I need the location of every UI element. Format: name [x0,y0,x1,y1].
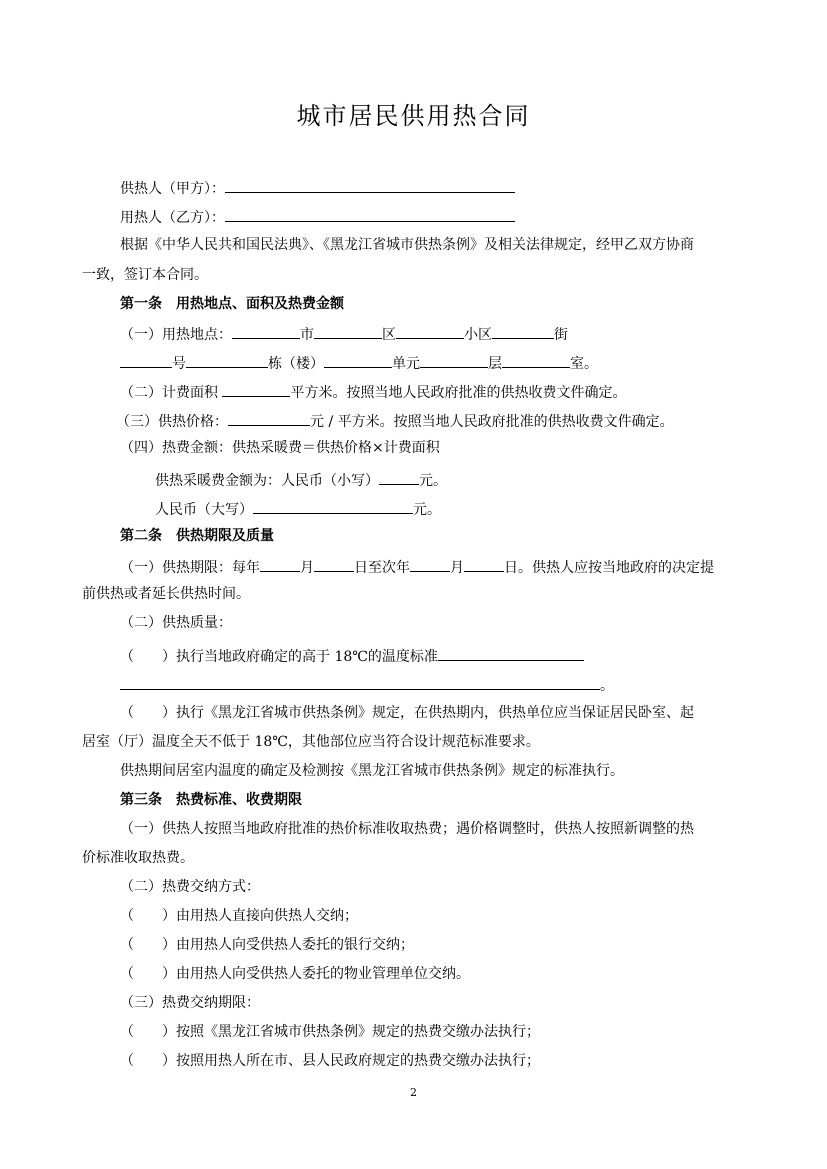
quality-option-1-continued [120,674,614,695]
page-number: 2 [410,1086,417,1099]
floor-blank[interactable] [420,352,488,368]
day-to-next-year: 日至次年 [354,560,410,576]
room-label: 室。 [570,356,598,372]
party-b-blank[interactable] [225,206,515,222]
quality-option-2-line-1: （ ）执行《黑龙江省城市供热条例》规定，在供热期内，供热单位应当保证居民卧室、起 [120,705,694,721]
fee-standard-line-2: 价标准收取热费。 [82,850,194,866]
street-blank[interactable] [492,323,554,339]
area-line [120,381,626,402]
payment-term-label: （三）热费交纳期限： [120,995,260,1011]
article-1-heading: 第一条 用热地点、面积及热费金额 [120,296,344,312]
price-blank[interactable] [228,410,310,426]
quality-option-1 [120,645,584,666]
period-prefix: （一）供热期限：每年 [120,560,260,576]
end-month-blank[interactable] [410,556,450,572]
quality-option-2-line-2: 居室（厅）温度全天不低于 18℃，其他部位应当符合设计规范标准要求。 [82,734,540,750]
month-label-2: 月 [450,560,464,576]
month-label: 月 [300,560,314,576]
party-a-blank[interactable] [225,177,515,193]
building-label: 栋（楼） [268,356,324,372]
area-suffix: 平方米。按照当地人民政府批准的供热收费文件确定。 [290,385,627,401]
community-label: 小区 [464,327,492,343]
payment-option-2: （ ）由用热人向受供热人委托的银行交纳； [120,937,414,953]
fee-small-blank[interactable] [379,469,419,485]
city-label: 市 [300,327,314,343]
location-line-1 [120,323,568,344]
fee-big-line [155,498,441,519]
quality-option-1-end: 。 [600,678,614,694]
start-day-blank[interactable] [314,556,354,572]
room-blank[interactable] [502,352,570,368]
party-b-line [120,206,515,227]
unit-blank[interactable] [324,352,392,368]
period-line-1 [120,556,714,577]
payment-method-label: （二）热费交纳方式： [120,879,260,895]
period-line-2: 前供热或者延长供热时间。 [82,586,250,602]
location-label: （一）用热地点： [120,327,232,343]
fee-small-suffix: 元。 [419,473,447,489]
price-line [116,410,674,431]
fee-small-line [155,469,447,490]
community-blank[interactable] [396,323,464,339]
quality-label: （二）供热质量： [120,615,232,631]
quality-option-1-blank-2[interactable] [120,674,600,690]
fee-big-label: 人民币（大写） [155,502,253,518]
quality-option-1-blank[interactable] [438,645,584,661]
payment-term-option-1: （ ）按照《黑龙江省城市供热条例》规定的热费交缴办法执行； [120,1024,540,1040]
city-blank[interactable] [232,323,300,339]
article-2-heading: 第二条 供热期限及质量 [120,528,274,544]
number-label: 号 [172,356,186,372]
party-a-label: 供热人（甲方）： [120,181,225,197]
payment-term-option-2: （ ）按照用热人所在市、县人民政府规定的热费交缴办法执行； [120,1053,540,1069]
fee-big-suffix: 元。 [413,502,441,518]
period-suffix: 日。供热人应按当地政府的决定提 [504,560,714,576]
payment-option-1: （ ）由用热人直接向供热人交纳； [120,908,358,924]
fee-standard-line-1: （一）供热人按照当地政府批准的热价标准收取热费；遇价格调整时，供热人按照新调整的热 [120,821,694,837]
street-label: 街 [554,327,568,343]
end-day-blank[interactable] [464,556,504,572]
price-suffix: 元 / 平方米。按照当地人民政府批准的供热收费文件确定。 [310,414,674,430]
district-label: 区 [382,327,396,343]
building-blank[interactable] [186,352,268,368]
number-blank[interactable] [120,352,172,368]
start-month-blank[interactable] [260,556,300,572]
intro-line-2: 一致，签订本合同。 [82,267,208,283]
unit-label: 单元 [392,356,420,372]
contract-title: 城市居民供用热合同 [296,102,531,130]
area-blank[interactable] [222,381,290,397]
payment-option-3: （ ）由用热人向受供热人委托的物业管理单位交纳。 [120,966,470,982]
party-b-label: 用热人（乙方）： [120,210,225,226]
article-3-heading: 第三条 热费标准、收费期限 [120,792,302,808]
fee-big-blank[interactable] [253,498,413,514]
temperature-measure: 供热期间居室内温度的确定及检测按《黑龙江省城市供热条例》规定的标准执行。 [120,763,624,779]
district-blank[interactable] [314,323,382,339]
price-label: （三）供热价格： [116,414,228,430]
area-label: （二）计费面积 [120,385,218,401]
quality-option-1-text: （ ）执行当地政府确定的高于 18℃的温度标准 [120,649,438,665]
fee-small-label: 供热采暖费金额为：人民币（小写） [155,473,379,489]
intro-line-1: 根据《中华人民共和国民法典》、《黑龙江省城市供热条例》及相关法律规定，经甲乙双方协商 [120,237,694,253]
fee-formula-line: （四）热费金额：供热采暖费＝供热价格×计费面积 [120,440,440,456]
location-line-2 [120,352,598,373]
floor-label: 层 [488,356,502,372]
party-a-line [120,177,515,198]
